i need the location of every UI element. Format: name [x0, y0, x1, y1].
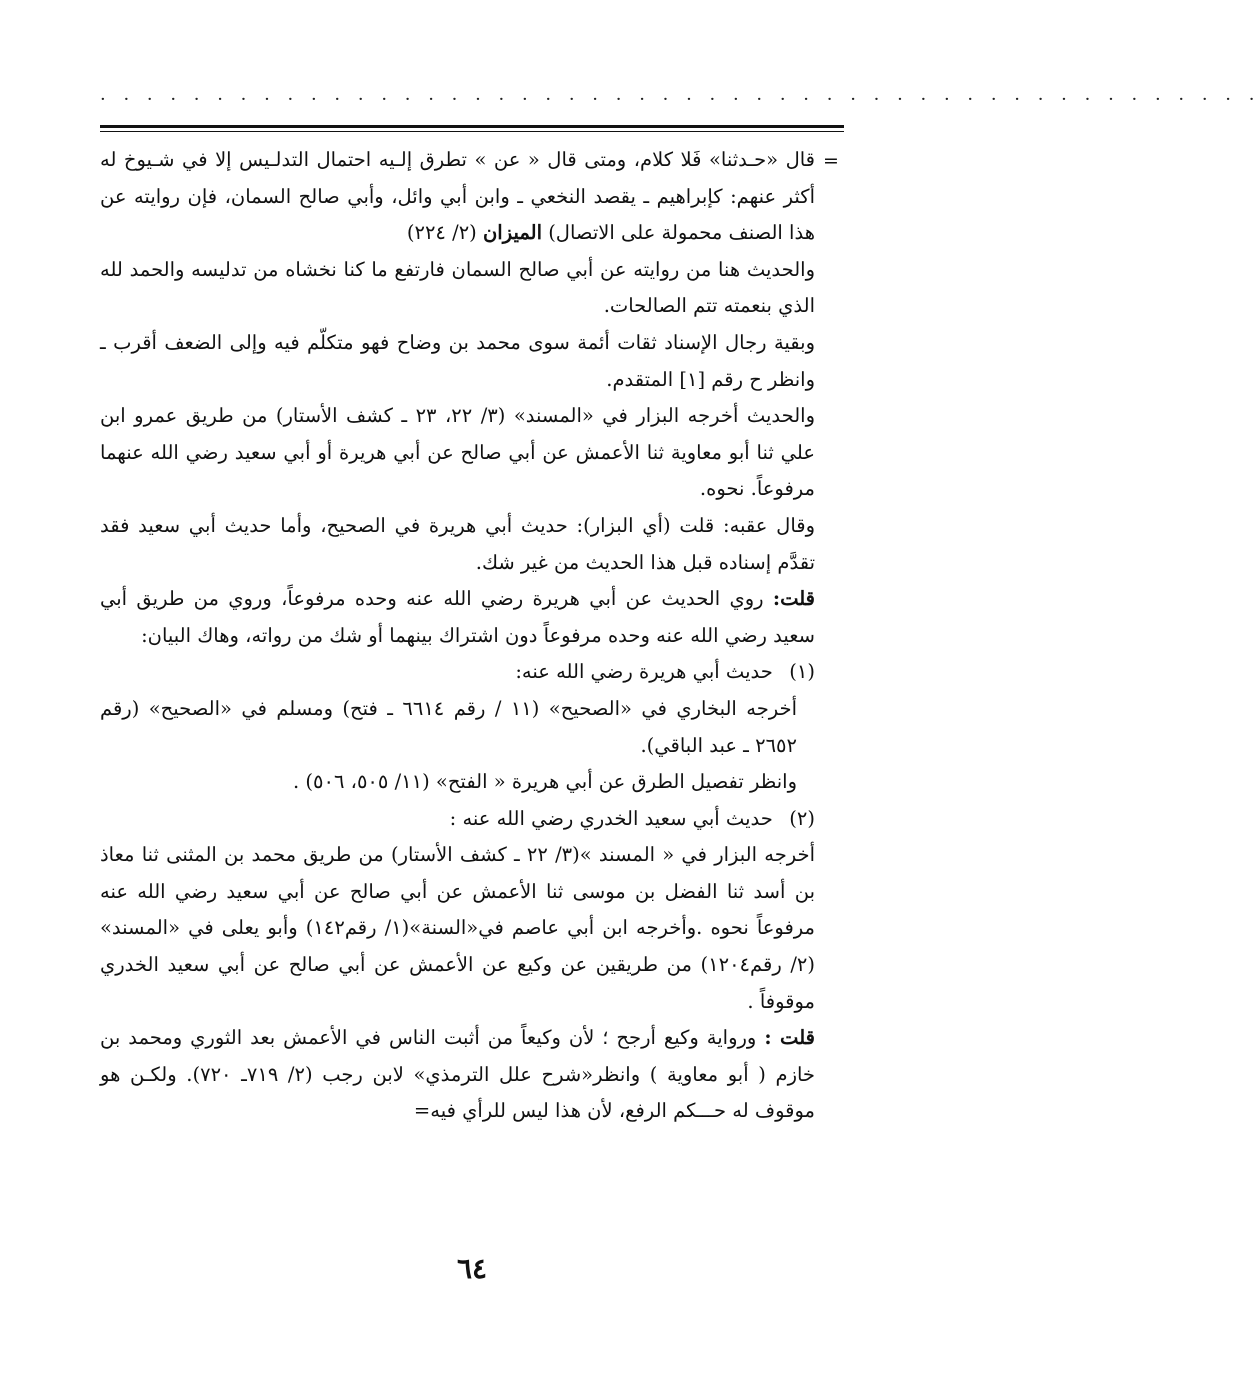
header-dotted-line: · · · · · · · · · · · · · · · · · · · · · · · · · · · · · · · · · · · · · · · · · · · · · · · · · · — [100, 89, 1260, 110]
paragraph-3: وبقية رجال الإسناد ثقات أئمة سوى محمد بن وضاح فهو متكلّم فيه وإلى الضعف أقرب ـ وانظر ح رقم [١] المتقدم. — [100, 330, 815, 391]
item-1-title: حديث أبي هريرة رضي الله عنه: — [515, 660, 773, 684]
continuation-marker: = — [823, 150, 839, 172]
paragraph-4: والحديث أخرجه البزار في «المسند» (٣/ ٢٢، ٢٣ ـ كشف الأستار) من طريق عمرو ابن علي ثنا أبو معاوية ثنا الأعمش عن أبي صالح عن أبي هريرة أو أبي سعيد رضي الله عنهما مرفوعاً. نحوه. — [100, 404, 815, 501]
paragraph-2: والحديث هنا من روايته عن أبي صالح السمان فارتفع ما كنا نخشاه من تدليسه والحمد لله الذي بنعمته تتم الصالحات. — [100, 257, 815, 318]
item-2-title: حديث أبي سعيد الخدري رضي الله عنه : — [449, 806, 773, 830]
paragraph-1 — [100, 142, 815, 252]
paragraph-1-end: (٢/ ٢٢٤) — [406, 221, 477, 245]
item-2-heading — [100, 801, 815, 838]
item-1-paragraph-2: وانظر تفصيل الطرق عن أبي هريرة « الفتح» (١١/ ٥٠٥، ٥٠٦) . — [293, 770, 797, 794]
mizan-reference: الميزان — [482, 221, 542, 245]
item-2-paragraph-1: أخرجه البزار في « المسند »(٣/ ٢٢ ـ كشف الأستار) من طريق محمد بن المثنى ثنا معاذ بن أسد ثنا الفضل بن موسى ثنا الأعمش عن أبي صالح عن أبي سعيد رضي الله عنه مرفوعاً نحوه .وأخرجه ابن أبي عاصم في«السنة»(١/ رقم١٤٢) وأبو يعلى في «المسند» (٢/ رقم١٢٠٤) من طريقين عن وكيع عن الأعمش عن أبي صالح عن أبي سعيد الخدري موقوفاً . — [100, 843, 816, 1013]
paragraph-5: وقال عقبه: قلت (أي البزار): حديث أبي هريرة في الصحيح، وأما حديث أبي سعيد فقد تقدَّم إسناده قبل هذا الحديث من غير شك. — [100, 513, 815, 574]
item-1-paragraph-1: أخرجه البخاري في «الصحيح» (١١ / رقم ٦٦١٤ ـ فتح) ومسلم في «الصحيح» (رقم ٢٦٥٢ ـ عبد الباقي). — [100, 696, 797, 757]
item-2-number: (٢) — [789, 806, 815, 830]
footnote-body — [100, 142, 815, 1130]
header-rule-thin — [100, 131, 844, 132]
paragraph-6 — [100, 581, 815, 654]
paragraph-7-text: ورواية وكيع أرجح ؛ لأن وكيعاً من أثبت الناس في الأعمش بعد الثوري ومحمد بن خازم ( أبو معاوية ) وانظر«شرح علل الترمذي» لابن رجب (٢/ ٧١٩ـ ٧٢٠). ولكـن هو موقوف له حـــكم الرفع، لأن هذا ليس للرأي فيه= — [100, 1026, 815, 1123]
header-rule-thick — [100, 125, 844, 128]
paragraph-6-text: روي الحديث عن أبي هريرة رضي الله عنه وحده مرفوعاً، وروي من طريق أبي سعيد رضي الله عنه وحده مرفوعاً دون اشتراك بينهما أو شك من رواته، وهاك البيان: — [100, 587, 815, 647]
qultu-label-2: قلت : — [764, 1026, 815, 1050]
item-1-number: (١) — [789, 660, 815, 684]
qultu-label: قلت: — [772, 587, 815, 611]
page-number: ٦٤ — [456, 1252, 488, 1285]
paragraph-7 — [100, 1020, 815, 1130]
item-1-heading — [100, 654, 815, 691]
paragraph-1-text: قال «حـدثنا» فَلا كلام، ومتى قال « عن » تطرق إلـيه احتمال التدلـيس إلا في شـيوخ له أكثر عنهم: كإبراهيم ـ يقصد النخعي ـ وابن أبي وائل، وأبي صالح السمان، فإن روايته عن هذا الصنف محمولة على الاتصال) — [100, 148, 815, 245]
